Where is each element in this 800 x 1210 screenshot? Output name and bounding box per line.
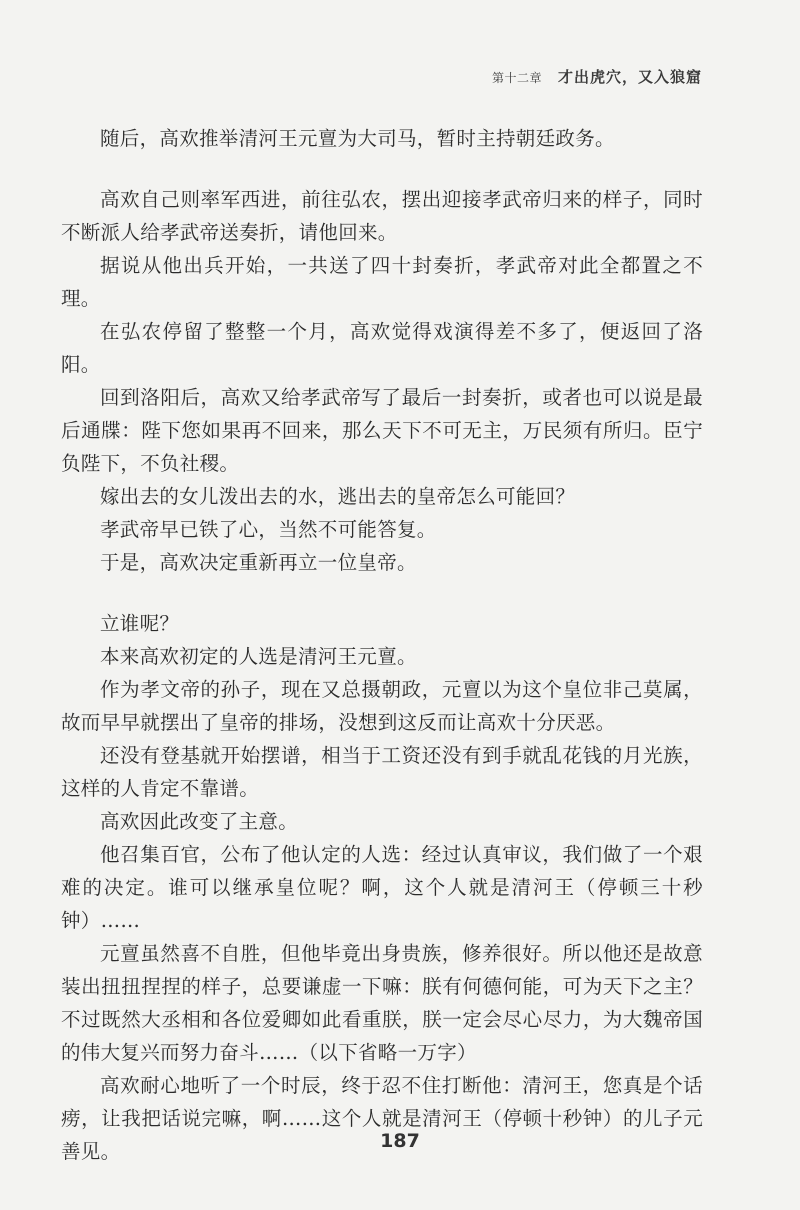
body-text <box>61 122 703 1168</box>
paragraph: 于是，高欢决定重新再立一位皇帝。 <box>100 551 417 574</box>
paragraph: 孝武帝早已铁了心，当然不可能答复。 <box>100 518 437 541</box>
paragraph: 高欢自己则率军西进，前往弘农，摆出迎接孝武帝归来的样子，同时不断派人给孝武帝送奏折，请他回来。 <box>61 188 703 244</box>
paragraph: 随后，高欢推举清河王元亶为大司马，暂时主持朝廷政务。 <box>100 127 615 150</box>
paragraph: 本来高欢初定的人选是清河王元亶。 <box>100 645 417 668</box>
running-header <box>492 66 702 87</box>
paragraph: 作为孝文帝的孙子，现在又总摄朝政，元亶以为这个皇位非己莫属，故而早早就摆出了皇帝的排场，没想到这反而让高欢十分厌恶。 <box>61 678 703 734</box>
paragraph: 据说从他出兵开始，一共送了四十封奏折，孝武帝对此全都置之不理。 <box>61 254 703 310</box>
paragraph: 回到洛阳后，高欢又给孝武帝写了最后一封奏折，或者也可以说是最后通牒：陛下您如果再不回来，那么天下不可无主，万民须有所归。臣宁负陛下，不负社稷。 <box>61 386 703 475</box>
paragraph: 还没有登基就开始摆谱，相当于工资还没有到手就乱花钱的月光族，这样的人肯定不靠谱。 <box>61 744 703 800</box>
chapter-number: 第十二章 <box>491 71 542 85</box>
paragraph: 他召集百官，公布了他认定的人选：经过认真审议，我们做了一个艰难的决定。谁可以继承皇位呢？啊，这个人就是清河王（停顿三十秒钟）…… <box>61 843 703 932</box>
paragraph: 立谁呢？ <box>100 612 180 635</box>
paragraph: 在弘农停留了整整一个月，高欢觉得戏演得差不多了，便返回了洛阳。 <box>61 320 703 376</box>
paragraph: 高欢因此改变了主意。 <box>100 810 299 833</box>
paragraph: 元亶虽然喜不自胜，但他毕竟出身贵族，修养很好。所以他还是故意装出扭扭捏捏的样子，总要谦虚一下嘛：朕有何德何能，可为天下之主？不过既然大丞相和各位爱卿如此看重朕，朕一定会尽心尽力，为大魏帝国的伟大复兴而努力奋斗……（以下省略一万字） <box>61 942 703 1064</box>
paragraph: 高欢耐心地听了一个时辰，终于忍不住打断他：清河王，您真是个话痨，让我把话说完嘛，啊……这个人就是清河王（停顿十秒钟）的儿子元善见。 <box>61 1074 703 1163</box>
chapter-title: 才出虎穴，又入狼窟 <box>557 68 702 86</box>
page-number: 187 <box>380 1130 420 1152</box>
paragraph: 嫁出去的女儿泼出去的水，逃出去的皇帝怎么可能回？ <box>100 485 576 508</box>
